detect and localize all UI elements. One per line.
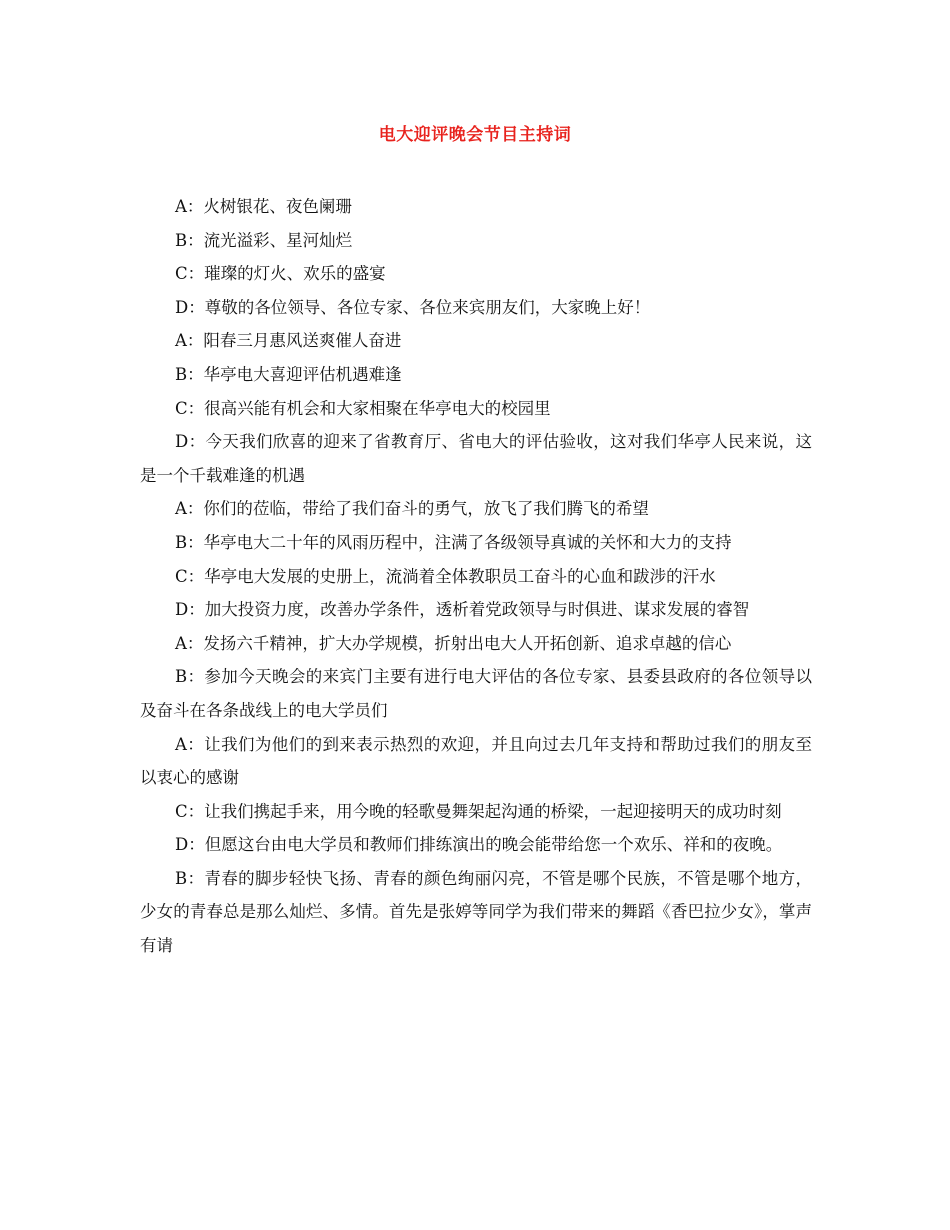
paragraph: A：你们的莅临，带给了我们奋斗的勇气，放飞了我们腾飞的希望 bbox=[175, 499, 649, 519]
paragraph: B：华亭电大喜迎评估机遇难逢 bbox=[175, 364, 402, 384]
paragraph: C：让我们携起手来，用今晚的轻歌曼舞架起沟通的桥梁，一起迎接明天的成功时刻 bbox=[175, 801, 782, 821]
paragraph: A：发扬六千精神，扩大办学规模，折射出电大人开拓创新、追求卓越的信心 bbox=[175, 633, 732, 653]
paragraph: D：尊敬的各位领导、各位专家、各位来宾朋友们，大家晚上好！ bbox=[175, 297, 651, 317]
paragraph: B：华亭电大二十年的风雨历程中，注满了各级领导真诚的关怀和大力的支持 bbox=[175, 532, 732, 552]
paragraph: C：华亭电大发展的史册上，流淌着全体教职员工奋斗的心血和跋涉的汗水 bbox=[175, 566, 716, 586]
paragraph: C：很高兴能有机会和大家相聚在华亭电大的校园里 bbox=[175, 398, 551, 418]
paragraph: A：火树银花、夜色阑珊 bbox=[175, 197, 352, 216]
paragraph: A：阳春三月惠风送爽催人奋进 bbox=[175, 331, 402, 351]
paragraph: B：流光溢彩、星河灿烂 bbox=[175, 230, 353, 250]
paragraph: A：让我们为他们的到来表示热烈的欢迎，并且向过去几年支持和帮助过我们的朋友至以衷心的感谢 bbox=[140, 734, 812, 788]
paragraph: D：加大投资力度，改善办学条件，透析着党政领导与时俱进、谋求发展的睿智 bbox=[175, 600, 750, 620]
paragraph: D：今天我们欣喜的迎来了省教育厅、省电大的评估验收，这对我们华亭人民来说，这是一个千载难逢的机遇 bbox=[140, 432, 812, 485]
paragraph: B：青春的脚步轻快飞扬、青春的颜色绚丽闪亮，不管是哪个民族，不管是哪个地方，少女的青春总是那么灿烂、多情。首先是张婷等同学为我们带来的舞蹈《香巴拉少女》，掌声有请 bbox=[140, 868, 812, 956]
paragraph: B：参加今天晚会的来宾门主要有进行电大评估的各位专家、县委县政府的各位领导以及奋斗在各条战线上的电大学员们 bbox=[140, 667, 812, 720]
paragraph: C：璀璨的灯火、欢乐的盛宴 bbox=[175, 264, 386, 284]
document-title: 电大迎评晚会节目主持词 bbox=[378, 125, 572, 145]
document-body bbox=[140, 190, 812, 963]
paragraph: D：但愿这台由电大学员和教师们排练演出的晚会能带给您一个欢乐、祥和的夜晚。 bbox=[175, 835, 783, 855]
